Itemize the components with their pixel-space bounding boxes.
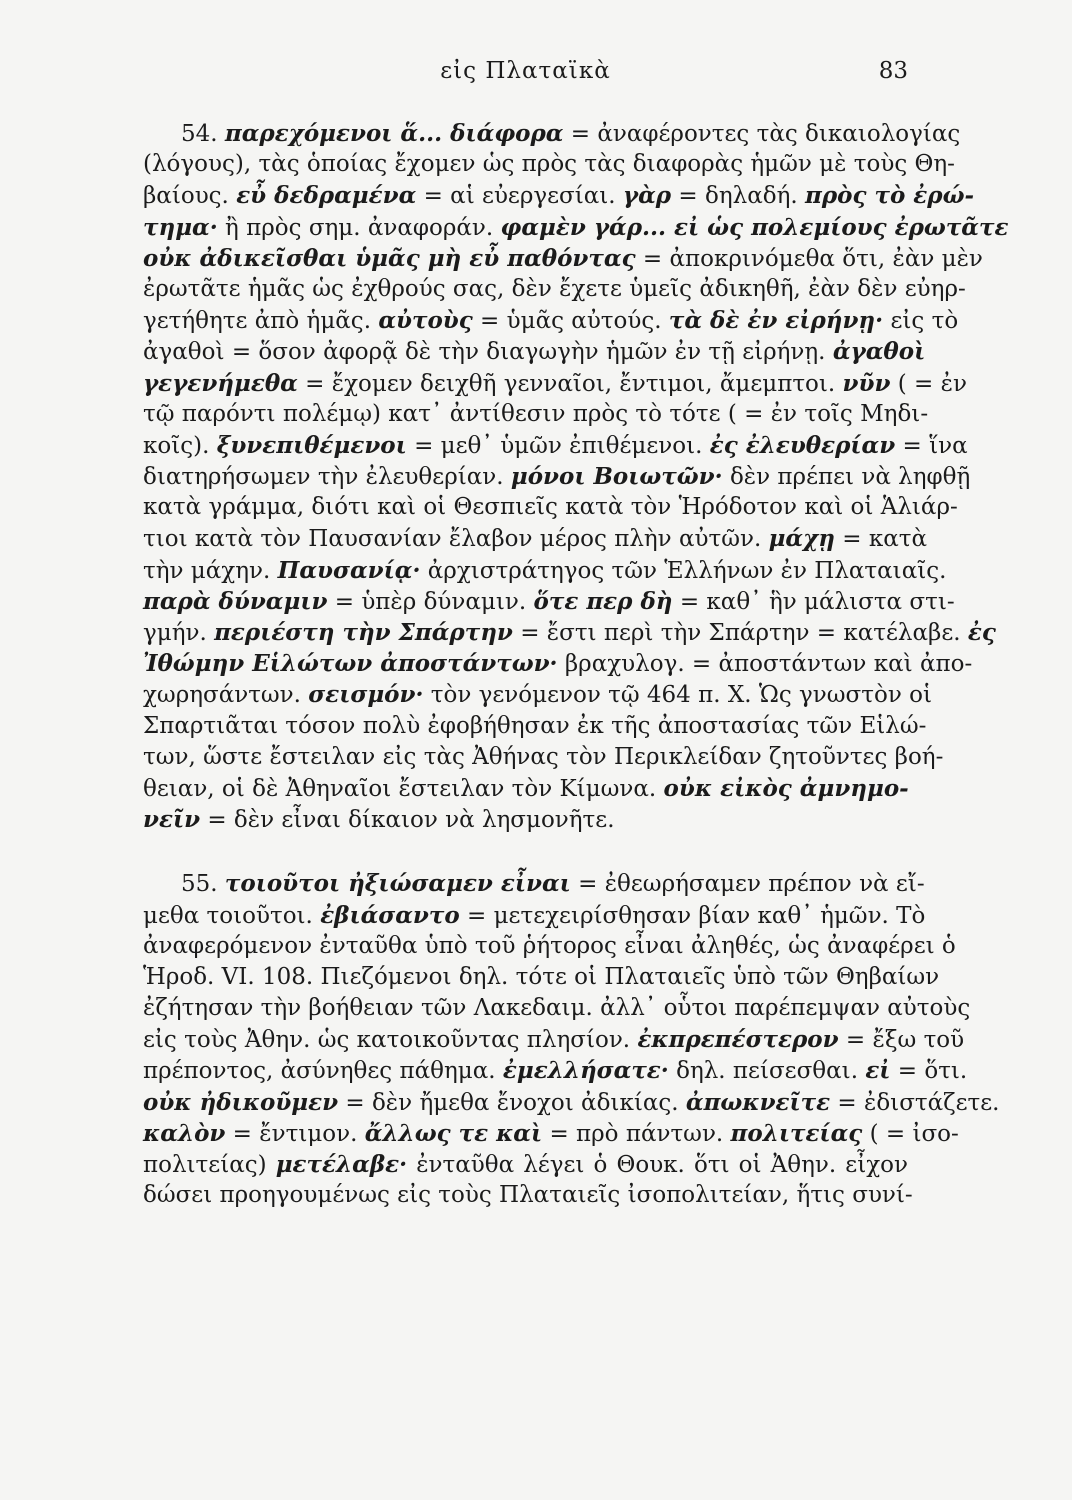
gloss-text: = ὅτι. — [890, 1058, 968, 1085]
gloss-text: θειαν, οἱ δὲ Ἀθηναῖοι ἔστειλαν τὸν Κίμωνα. — [143, 775, 664, 802]
gloss-text: Σπαρτιᾶται τόσον πολὺ ἐφοβήθησαν ἐκ τῆς ἀποστασίας τῶν Εἱλώ- — [143, 712, 927, 739]
lemma-term: οὐκ ἀδικεῖσθαι ὑμᾶς μὴ εὖ παθόντας — [143, 244, 636, 272]
text-line — [143, 1149, 908, 1180]
gloss-text: διατηρήσωμεν τὴν ἐλευθερίαν. — [143, 464, 511, 491]
lemma-term: Παυσανίᾳ· — [277, 556, 421, 584]
lemma-term: πολιτείας — [730, 1119, 863, 1147]
text-line — [143, 742, 944, 773]
text-line — [143, 586, 955, 617]
lemma-term: γὰρ — [622, 182, 672, 210]
paragraph-gap — [143, 835, 908, 868]
text-line — [143, 773, 908, 804]
lemma-term: νῦν — [842, 369, 891, 397]
gloss-text: γμήν. — [143, 620, 215, 646]
gloss-text: = κατὰ — [834, 526, 928, 553]
page-number: 83 — [878, 58, 908, 84]
paragraph-54 — [143, 118, 1009, 835]
lemma-term: ἐμελλήσατε· — [502, 1057, 669, 1085]
gloss-text: εἰς τὸ — [883, 308, 959, 335]
lemma-term: τὰ δὲ ἐν εἰρήνῃ· — [668, 307, 884, 335]
gloss-text: κατὰ γράμμα, διότι καὶ οἱ Θεσπιεῖς κατὰ τὸν Ἡρόδοτον καὶ οἱ Ἁλιάρ- — [143, 494, 958, 521]
lemma-term: οὐκ ἠδικοῦμεν — [143, 1088, 339, 1116]
gloss-text: = δηλαδή. — [671, 183, 805, 210]
text-line — [143, 900, 926, 931]
gloss-text: ἢ πρὸς σημ. ἀναφοράν. — [217, 214, 501, 241]
lemma-term: ἄλλως τε καὶ — [364, 1119, 543, 1147]
gloss-text: τὸν γενόμενον τῷ 464 π. Χ. Ὡς γνωστὸν οἱ — [423, 682, 932, 709]
gloss-text: βαίους. — [143, 183, 237, 210]
lemma-term: ἐκπρεπέστερον — [637, 1026, 839, 1054]
lemma-term: αὐτοὺς — [378, 307, 473, 335]
gloss-text: 54. — [181, 121, 225, 147]
lemma-term: φαμὲν γάρ... εἰ ὡς πολεμίους ἐρωτᾶτε — [500, 213, 1009, 241]
gloss-text: δηλ. πείσεσθαι. — [668, 1058, 866, 1085]
lemma-term: πρὸς τὸ ἐρώ- — [805, 182, 975, 210]
text-line — [143, 1024, 965, 1055]
text-line — [143, 212, 1009, 243]
gloss-text: = πρὸ πάντων. — [542, 1120, 731, 1147]
gloss-text: πρέποντος, ἀσύνηθες πάθημα. — [143, 1058, 503, 1085]
gloss-text: ( = ἰσο- — [862, 1120, 959, 1147]
text-line — [143, 243, 983, 274]
lemma-term: εὖ δεδραμένα — [236, 182, 417, 210]
gloss-text: ἀγαθοὶ = ὅσον ἀφορᾷ δὲ τὴν διαγωγὴν ἡμῶν ἐν τῇ εἰρήνῃ. — [143, 339, 833, 366]
gloss-text: ἀναφερόμενον ἐνταῦθα ὑπὸ τοῦ ῥήτορος εἶναι ἀληθές, ὡς ἀναφέρει ὁ — [143, 932, 956, 959]
text-line — [143, 523, 928, 554]
gloss-text: βραχυλογ. = ἀποστάντων καὶ ἀπο- — [557, 651, 973, 678]
text-line — [143, 555, 947, 586]
gloss-text: κοῖς). — [143, 432, 217, 459]
gloss-text: = αἱ εὐεργεσίαι. — [416, 183, 623, 210]
lemma-term: μόνοι Βοιωτῶν· — [510, 463, 723, 491]
gloss-text: ἐρωτᾶτε ἡμᾶς ὡς ἐχθρούς σας, δὲν ἔχετε ὑμεῖς ἀδικηθῆ, ἐὰν δὲν εὐηρ- — [143, 275, 966, 302]
text-line — [143, 305, 959, 336]
lemma-term: νεῖν — [143, 806, 201, 834]
text-line — [143, 962, 940, 993]
running-header — [143, 58, 908, 92]
lemma-term: Ἰθώμην Εἱλώτων ἀποστάντων· — [143, 650, 558, 678]
text-line — [143, 430, 968, 461]
gloss-text: δώσει προηγουμένως εἰς τοὺς Πλαταιεῖς ἰσοπολιτείαν, ἥτις συνί- — [143, 1182, 913, 1209]
gloss-text: = ἔχομεν δειχθῆ γενναῖοι, ἔντιμοι, ἄμεμπτοι. — [297, 370, 843, 397]
lemma-term: ἀγαθοὶ — [832, 338, 926, 366]
text-line — [143, 993, 971, 1024]
lemma-term: ἀπωκνεῖτε — [685, 1088, 831, 1116]
text-line — [143, 180, 975, 211]
lemma-term: μάχῃ — [768, 525, 835, 553]
gloss-text: = μετεχειρίσθησαν βίαν καθ᾽ ἡμῶν. Τὸ — [459, 902, 926, 929]
lemma-term: ἐς — [967, 619, 996, 646]
lemma-term: ἐβιάσαντο — [320, 901, 460, 929]
gloss-text: = ἀποκρινόμεθα ὅτι, ἐὰν μὲν — [635, 245, 983, 272]
text-line — [143, 711, 927, 742]
lemma-term: ὅτε περ δὴ — [533, 587, 673, 615]
gloss-text: τιοι κατὰ τὸν Παυσανίαν ἔλαβον μέρος πλὴν αὐτῶν. — [143, 526, 769, 553]
gloss-text: ἐνταῦθα λέγει ὁ Θουκ. ὅτι οἱ Ἀθην. εἶχον — [407, 1152, 908, 1178]
gloss-text: Ἡροδ. VI. 108. Πιεζόμενοι δηλ. τότε οἱ Πλαταιεῖς ὑπὸ τῶν Θηβαίων — [143, 963, 940, 990]
gloss-text: = ἵνα — [895, 432, 968, 459]
lemma-term: ξυνεπιθέμενοι — [216, 431, 407, 459]
gloss-text: μεθα τοιοῦτοι. — [143, 902, 321, 929]
gloss-text: 55. — [181, 871, 225, 898]
lemma-term: τημα· — [143, 213, 218, 241]
lemma-term: σεισμόν· — [308, 681, 424, 709]
lemma-term: μετέλαβε· — [275, 1151, 408, 1178]
text-line — [143, 118, 961, 149]
gloss-text: = ἐθεωρήσαμεν πρέπον νὰ εἴ- — [570, 871, 925, 898]
gloss-text: = ἐδιστάζετε. — [830, 1089, 1000, 1116]
running-title: εἰς Πλαταϊκὰ — [440, 58, 611, 84]
gloss-text: ( = ἐν — [890, 370, 967, 397]
lemma-term: οὐκ εἰκὸς ἀμνημο- — [663, 774, 909, 802]
gloss-text: των, ὥστε ἔστειλαν εἰς τὰς Ἀθήνας τὸν Περικλείδαν ζητοῦντες βοή- — [143, 743, 944, 770]
gloss-text: = δὲν εἶναι δίκαιον νὰ λησμονῆτε. — [200, 807, 615, 834]
text-line — [143, 1180, 913, 1211]
paragraph-55 — [143, 868, 1000, 1211]
text-line — [143, 1087, 1000, 1118]
gloss-text: εἰς τοὺς Ἀθην. ὡς κατοικοῦντας πλησίον. — [143, 1027, 638, 1054]
gloss-text: = ἀναφέροντες τὰς δικαιολογίας — [563, 121, 961, 147]
text-line — [143, 679, 932, 710]
gloss-text: ἐζήτησαν τὴν βοήθειαν τῶν Λακεδαιμ. ἀλλ᾽ οὗτοι παρέπεμψαν αὐτοὺς — [143, 995, 971, 1022]
gloss-text: = δὲν ἤμεθα ἔνοχοι ἀδικίας. — [338, 1089, 686, 1116]
lemma-term: περιέστη τὴν Σπάρτην — [214, 619, 513, 646]
lemma-term: παρὰ δύναμιν — [143, 587, 328, 615]
text-line — [143, 1055, 968, 1086]
text-line — [143, 461, 971, 492]
gloss-text: γετήθητε ἀπὸ ἡμᾶς. — [143, 308, 379, 335]
lemma-term: γεγενήμεθα — [143, 369, 298, 397]
text-line — [143, 492, 958, 523]
gloss-text: = καθ᾽ ἣν μάλιστα στι- — [672, 588, 955, 615]
text-line — [143, 931, 956, 962]
gloss-text: = ἔστι περὶ τὴν Σπάρτην = κατέλαβε. — [512, 620, 968, 646]
text-line — [143, 1118, 959, 1149]
text-line — [143, 617, 996, 648]
lemma-term: παρεχόμενοι ἅ... διάφορα — [224, 120, 564, 147]
gloss-text: = ἔντιμον. — [225, 1120, 365, 1147]
gloss-text: (λόγους), τὰς ὁποίας ἔχομεν ὡς πρὸς τὰς διαφορὰς ἡμῶν μὲ τοὺς Θη- — [143, 151, 955, 178]
gloss-text: = ὑπὲρ δύναμιν. — [327, 588, 534, 615]
lemma-term: εἰ — [865, 1057, 891, 1085]
lemma-term: τοιοῦτοι ἠξιώσαμεν εἶναι — [224, 870, 571, 898]
text-line — [143, 274, 966, 305]
gloss-text: = ἔξω τοῦ — [838, 1027, 965, 1054]
text-line — [143, 336, 926, 367]
gloss-text: = μεθ᾽ ὑμῶν ἐπιθέμενοι. — [406, 432, 710, 459]
gloss-text: τὴν μάχην. — [143, 557, 278, 584]
page-body — [143, 118, 1009, 1211]
gloss-text: πολιτείας) — [143, 1152, 276, 1178]
lemma-term: ἐς ἐλευθερίαν — [709, 431, 896, 459]
gloss-text: ἀρχιστράτηγος τῶν Ἑλλήνων ἐν Πλαταιαῖς. — [420, 557, 947, 584]
text-line — [143, 868, 925, 899]
text-line — [143, 804, 908, 835]
lemma-term: καλὸν — [143, 1119, 226, 1147]
text-line — [143, 648, 973, 679]
text-line — [143, 149, 955, 180]
text-line — [143, 399, 929, 430]
text-line — [143, 368, 967, 399]
gloss-text: = ὑμᾶς αὐτούς. — [472, 308, 669, 335]
gloss-text: τῷ παρόντι πολέμῳ) κατ᾽ ἀντίθεσιν πρὸς τὸ τότε ( = ἐν τοῖς Μηδι- — [143, 400, 929, 427]
gloss-text: χωρησάντων. — [143, 682, 309, 709]
gloss-text: δὲν πρέπει νὰ ληφθῇ — [722, 464, 971, 491]
